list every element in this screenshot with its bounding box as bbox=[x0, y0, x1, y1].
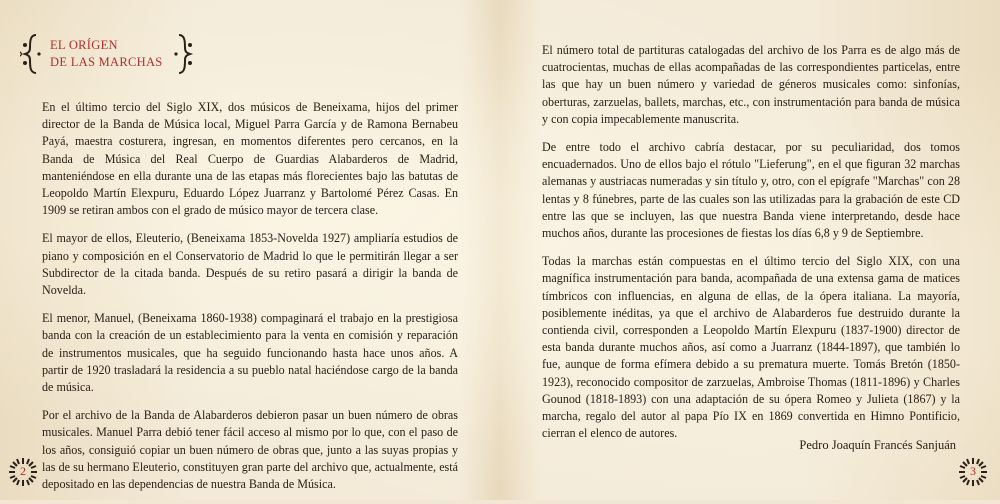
paragraph: Por el archivo de la Banda de Alabarderos debieron pasar un buen número de obras musicales. Manuel Parra debió tener fácil acceso al mismo por lo que, con el paso de los años, consiguió copiar un buen número de obras que, junto a las suyas propias y las de su hermano Eleuterio, constituyen gran parte del archivo que, actualmente, está depositado en las dependencias de nuestra Banda de Música. bbox=[42, 408, 458, 492]
section-title-block bbox=[20, 32, 195, 76]
title-line-1: EL ORÍGEN bbox=[50, 38, 118, 52]
page-number-left bbox=[8, 457, 38, 487]
paragraph: El menor, Manuel, (Beneixama 1860-1938) compaginará el trabajo en la prestigiosa banda con la creación de un establecimiento para la venta en comisión y reparación de instrumentos musicales, que ha seguido funcionando hasta hace unos años. A partir de 1920 trasladará la residencia a su pueblo natal haciéndose cargo de la banda de música. bbox=[42, 311, 458, 395]
flourish-left-icon bbox=[20, 32, 46, 76]
right-text-column bbox=[542, 42, 960, 453]
title-line-2: DE LAS MARCHAS bbox=[50, 55, 163, 69]
paragraph: El número total de partituras catalogadas del archivo de los Parra es de algo más de cuatrocientas, muchas de ellas acompañadas de las correspondientes particelas, entre las que hay un buen número y variedad de géneros musicales como: sinfonías, oberturas, zarzuelas, ballets, marchas, etc., con instrumentación para banda de música y con copia impecablemente manuscrita. bbox=[542, 43, 960, 126]
paragraph: El mayor de ellos, Eleuterio, (Beneixama 1853-Novelda 1927) ampliaría estudios de piano y composición en el Conservatorio de Madrid lo que le permitirán llegar a ser Subdirector de la citada banda. Después de su retiro pasará a dirigir la banda de Novelda. bbox=[42, 231, 458, 298]
left-text-column bbox=[42, 99, 458, 504]
page-number-label: 2 bbox=[20, 464, 26, 478]
author-signature: Pedro Joaquín Francés Sanjuán bbox=[799, 438, 956, 452]
page-number-label: 3 bbox=[970, 464, 976, 478]
page-number-right bbox=[958, 457, 988, 487]
flourish-right-icon bbox=[169, 32, 195, 76]
paragraph: De entre todo el archivo cabría destacar, por su peculiaridad, dos tomos encuadernados. Uno de ellos bajo el rótulo "Lieferung", en el que figuran 32 marchas alemanas y austriacas numeradas y sin título y, otro, con el epígrafe "Marchas" con 28 lentas y 8 fúnebres, parte de las cuales son las utilizadas para la grabación de este CD entre las que se incluyen, las que nuestra Banda viene interpretando, desde hace muchos años, durante las procesiones de fiestas los días 6,8 y 9 de Septiembre. bbox=[542, 140, 960, 241]
paragraph: Todas la marchas están compuestas en el último tercio del Siglo XIX, con una magnífica instrumentación para banda, acompañada de una extensa gama de matices tímbricos con influencias, en alguna de ellas, de la ópera italiana. La mayoría, posiblemente inéditas, ya que el archivo de Alabarderos fue destruido durante la contienda civil, corresponden a Leopoldo Martín Elexpuru (1837-1900) director de esta banda durante muchos años, así como a Juarranz (1844-1897), que también lo fue, aunque de forma efímera debido a su prematura muerte. Tomás Bretón (1850-1923), reconocido compositor de zarzuelas, Ambroise Thomas (1811-1896) y Charles Gounod (1818-1893) con una adaptación de su ópera Romeo y Julieta (1867) y la marcha, regalo del autor al papa Pío IX en 1869 convertida en Himno Pontificio, cierran el elenco de autores. bbox=[542, 254, 960, 441]
left-page bbox=[0, 0, 500, 500]
right-page bbox=[500, 0, 1000, 500]
paragraph: En el último tercio del Siglo XIX, dos músicos de Beneixama, hijos del primer director de la Banda de Música local, Miguel Parra García y de Ramona Bernabeu Payá, maestra costurera, ingresan, en momentos diferentes pero cercanos, en la Banda de Música del Real Cuerpo de Guardias Alabarderos de Madrid, manteniéndose en ella durante una de las etapas más florecientes bajo las batutas de Leopoldo Martín Elexpuru, Eduardo López Juarranz y Bartolomé Pérez Casas. En 1909 se retiran ambos con el grado de músico mayor de tercera clase. bbox=[42, 100, 458, 218]
section-title bbox=[50, 37, 163, 71]
